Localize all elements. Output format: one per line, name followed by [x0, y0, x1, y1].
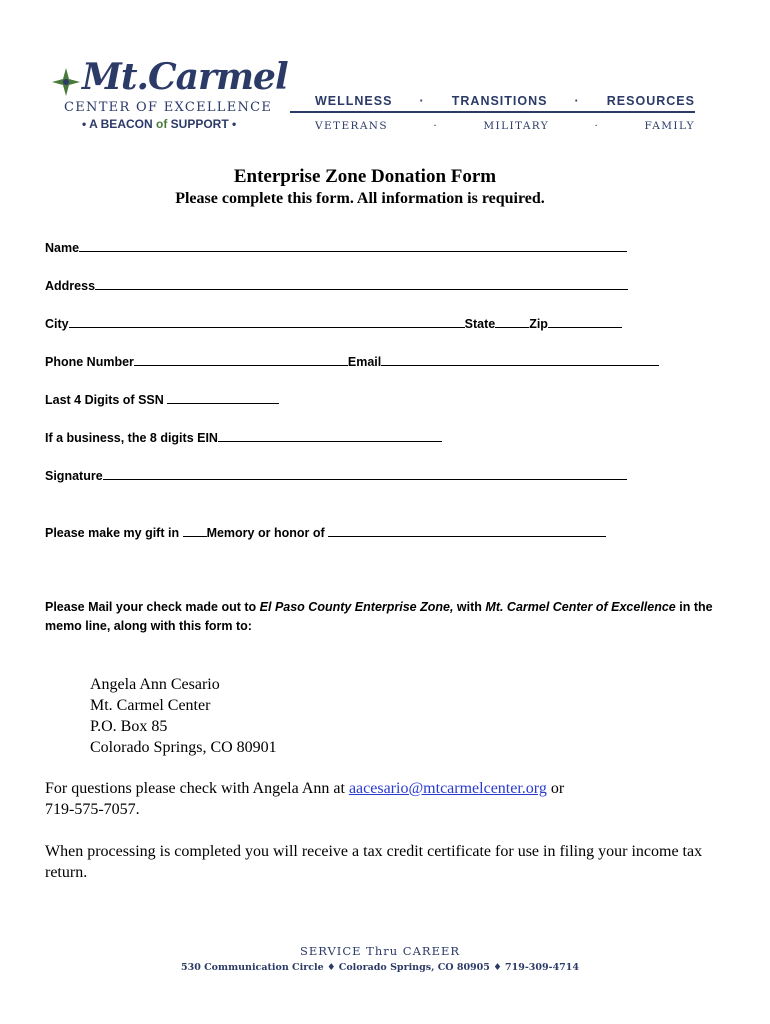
ein-label: If a business, the 8 digits EIN — [45, 431, 218, 445]
signature-label: Signature — [45, 469, 103, 483]
phone-input[interactable] — [134, 354, 348, 366]
tag-separator: · — [433, 120, 439, 132]
ssn-field — [45, 392, 279, 407]
mail-note-p1: Please Mail your check made out to — [45, 600, 260, 614]
signature-field — [45, 468, 627, 483]
processing-note: When processing is completed you will receive a tax credit certificate for use in filing your income tax return. — [45, 843, 703, 881]
ein-field — [45, 430, 442, 445]
zip-label: Zip — [529, 317, 548, 331]
name-field — [45, 240, 627, 255]
questions-suffix: or — [546, 780, 565, 797]
gift-memory-checkbox[interactable] — [183, 525, 207, 537]
name-label: Name — [45, 241, 80, 255]
city-state-zip-field — [45, 316, 622, 331]
logo — [52, 56, 292, 134]
mail-note-p2: with — [453, 600, 486, 614]
logo-script-text: Mt.Carmel — [82, 56, 288, 98]
logo-tagline — [82, 117, 236, 131]
questions-prefix: For questions please check with Angela Ann at — [45, 780, 349, 797]
tag-separator: · — [574, 94, 580, 108]
city-input[interactable] — [69, 316, 465, 328]
address-field — [45, 278, 628, 293]
tag-wellness: WELLNESS — [315, 94, 393, 108]
state-input[interactable] — [495, 316, 529, 328]
city-label: City — [45, 317, 69, 331]
name-input[interactable] — [79, 240, 627, 252]
logo-subtitle: CENTER OF EXCELLENCE — [64, 100, 273, 115]
page-title: Enterprise Zone Donation Form — [233, 166, 497, 187]
header-tags-top — [315, 94, 695, 108]
ssn-label: Last 4 Digits of SSN — [45, 393, 168, 407]
address-line: Mt. Carmel Center — [90, 697, 211, 714]
contact-info — [45, 778, 725, 820]
contact-email-link[interactable]: aacesario@mtcarmelcenter.org — [348, 780, 547, 797]
mailing-address — [90, 674, 277, 758]
tag-separator: · — [594, 120, 600, 132]
tag-veterans: VETERANS — [315, 120, 388, 132]
phone-label: Phone Number — [45, 355, 134, 369]
tagline-suffix: SUPPORT • — [167, 117, 237, 131]
address-input[interactable] — [95, 278, 628, 290]
gift-prefix: Please make my gift in — [45, 526, 183, 540]
signature-input[interactable] — [103, 468, 627, 480]
header-divider — [290, 111, 695, 113]
footer-slogan: SERVICE Thru CAREER — [299, 944, 461, 958]
ein-input[interactable] — [218, 430, 442, 442]
gift-honoree-input[interactable] — [328, 525, 606, 537]
email-label: Email — [347, 355, 382, 369]
star-logo-icon — [52, 68, 80, 96]
header-tags-bottom — [315, 120, 695, 132]
state-label: State — [464, 317, 496, 331]
phone-email-field — [45, 354, 659, 369]
address-line: P.O. Box 85 — [90, 718, 168, 735]
address-line: Colorado Springs, CO 80901 — [90, 739, 277, 756]
footer-address: 530 Communication Circle ♦ Colorado Springs, CO 80905 ♦ 719-309-4714 — [180, 962, 580, 973]
tag-military: MILITARY — [483, 120, 550, 132]
page-subtitle: Please complete this form. All information is required. — [175, 190, 545, 207]
address-line: Angela Ann Cesario — [90, 676, 220, 693]
contact-phone: 719-575-7057. — [45, 801, 140, 818]
ssn-input[interactable] — [167, 392, 279, 404]
mailing-instructions — [45, 598, 735, 636]
tag-resources: RESOURCES — [606, 94, 695, 108]
address-label: Address — [45, 279, 96, 293]
email-input[interactable] — [381, 354, 659, 366]
memo-text: Mt. Carmel Center of Excellence — [485, 600, 676, 614]
tagline-of: of — [155, 117, 168, 131]
gift-field — [45, 525, 606, 540]
gift-middle: Memory or honor of — [206, 526, 329, 540]
tag-separator: · — [419, 94, 425, 108]
tag-transitions: TRANSITIONS — [451, 94, 548, 108]
tag-family: FAMILY — [644, 120, 695, 132]
tagline-prefix: • A BEACON — [82, 117, 156, 131]
payee-name: El Paso County Enterprise Zone, — [259, 600, 454, 614]
zip-input[interactable] — [548, 316, 622, 328]
mail-note-p3: in the memo line, along with this form to: — [45, 600, 713, 633]
